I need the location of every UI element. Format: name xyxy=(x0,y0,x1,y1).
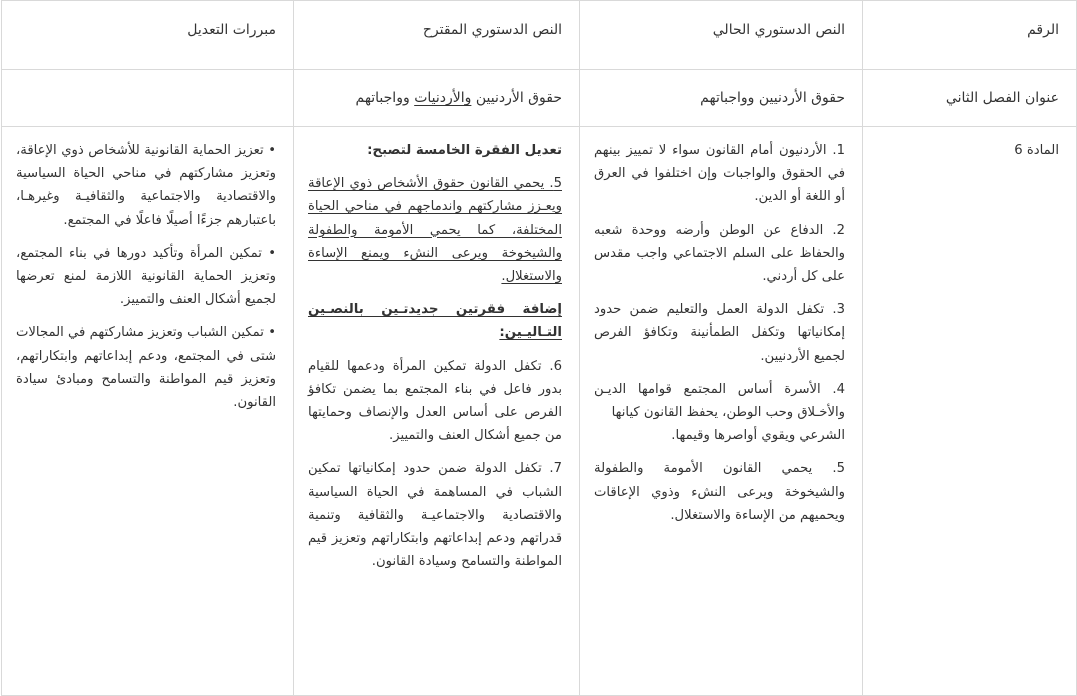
proposed-title-part1: حقوق الأردنيين xyxy=(471,90,562,106)
justification-cell xyxy=(2,127,294,696)
proposed-paragraph-5: 5. يحمي القانون حقوق الأشخاص ذوي الإعاقة ويعـزز مشاركتهم واندماجهم في مناحي الحياة المختلفة، كما يحمي الأمومة والطفولة والشيخوخة ويرعى النشء ويمنع الإساءة والاستغلال. xyxy=(308,176,562,285)
add-heading: إضافة فقرتين جديدتـين بالنصـين التـاليـين: xyxy=(308,302,562,341)
current-paragraph-1: 1. الأردنيون أمام القانون سواء لا تمييز بينهم في الحقوق والواجبات وإن اختلفوا في العرق أو اللغة أو الدين. xyxy=(594,143,845,205)
header-number: الرقم xyxy=(863,1,1077,70)
chapter-title-current: حقوق الأردنيين وواجباتهم xyxy=(580,70,863,127)
proposed-paragraph-7: 7. تكفل الدولة ضمن حدود إمكانياتها تمكين الشباب في المساهمة في الحياة السياسية والاقتصادية والاجتماعيـة والثقافية وتنمية قدراتهم ودعم إبداعاتهم وابتكاراتهم وتعزيز قيم المواطنة والتسامح وسيادة القانون. xyxy=(308,461,562,570)
proposed-text-cell xyxy=(294,127,580,696)
header-current-text: النص الدستوري الحالي xyxy=(580,1,863,70)
chapter-title-row xyxy=(2,70,1077,127)
current-paragraph-5: 5. يحمي القانون الأمومة والطفولة والشيخوخة ويرعى النشء وذوي الإعاقات ويحميهم من الإساءة والاستغلال. xyxy=(594,461,845,523)
current-paragraph-3: 3. تكفل الدولة العمل والتعليم ضمن حدود إمكانياتها وتكفل الطمأنينة وتكافؤ الفرص لجميع الأردنيين. xyxy=(594,302,845,364)
current-paragraph-4: 4. الأسرة أساس المجتمع قوامها الديـن والأخـلاق وحب الوطن، يحفظ القانون كيانها xyxy=(594,381,845,421)
justification-list xyxy=(16,139,276,414)
current-paragraph-2: 2. الدفاع عن الوطن وأرضه ووحدة شعبه والحفاظ على السلم الاجتماعي واجب مقدس على كل أردني. xyxy=(594,222,845,285)
justification-item-1: • تعزيز الحماية القانونية للأشخاص ذوي الإعاقة، وتعزيز مشاركتهم في مناحي الحياة السياسية والاقتصادية والاجتماعية والثقافيـة وغيرهـا، باعتبارهم جزءًا أصيلًا فاعلًا في المجتمع. xyxy=(16,139,276,232)
chapter-title-label: عنوان الفصل الثاني xyxy=(863,70,1077,127)
current-text-cell xyxy=(580,127,863,696)
amend-heading: تعديل الفقرة الخامسة لتصبح: xyxy=(367,143,562,158)
current-paragraph-4-continued: الشرعي ويقوي أواصرها وقيمها. xyxy=(671,428,845,444)
chapter-title-justification xyxy=(2,70,294,127)
header-justification: مبررات التعديل xyxy=(2,1,294,70)
proposed-paragraph-6: 6. تكفل الدولة تمكين المرأة ودعمها للقيام بدور فاعل في بناء المجتمع بما يضمن تكافؤ الفرص على أساس العدل والإنصاف وحمايتها من جميع أشكال العنف والتمييز. xyxy=(308,358,562,444)
article-6-row xyxy=(2,127,1077,696)
chapter-title-proposed xyxy=(294,70,580,127)
amendments-table xyxy=(1,0,1077,696)
article-label: المادة 6 xyxy=(863,127,1077,696)
justification-item-3: • تمكين الشباب وتعزيز مشاركتهم في المجالات شتى في المجتمع، ودعم إبداعاتهم وابتكاراتهم، وتعزيز قيم المواطنة والتسامح ومبادئ سيادة القانون. xyxy=(16,321,276,414)
header-proposed-text: النص الدستوري المقترح xyxy=(294,1,580,70)
header-row xyxy=(2,1,1077,70)
proposed-title-part2: وواجباتهم xyxy=(355,90,415,106)
proposed-title-underlined: والأردنيات xyxy=(414,90,472,106)
justification-item-2: • تمكين المرأة وتأكيد دورها في بناء المجتمع، وتعزيز الحماية القانونية اللازمة لمنع تعرضها لجميع أشكال العنف والتمييز. xyxy=(16,242,276,312)
